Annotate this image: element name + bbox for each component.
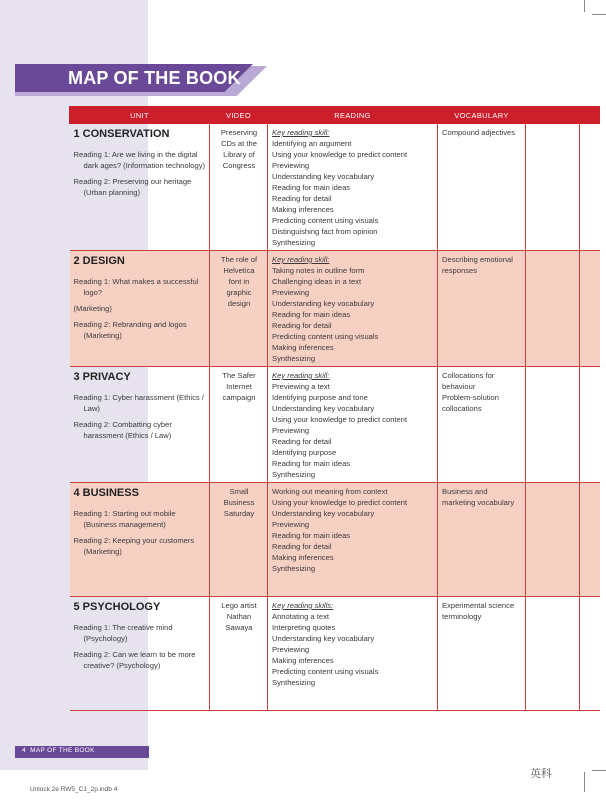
video-title: Small Business Saturday: [223, 487, 255, 518]
unit-title: 2 DESIGN: [73, 255, 125, 267]
extra-cell-2: [580, 124, 600, 251]
header-video: VIDEO: [210, 107, 268, 124]
reading-skill: Taking notes in outline form: [272, 266, 365, 275]
unit-cell: [70, 251, 210, 367]
table-row: [70, 483, 600, 597]
video-title: Lego artist Nathan Sawaya: [221, 601, 257, 632]
reading-skill: Working out meaning from context: [272, 487, 388, 496]
reading-skill: Understanding key vocabulary: [272, 299, 375, 308]
reading-skill: Reading for main ideas: [272, 531, 351, 540]
reading-skill: Reading for detail: [272, 194, 332, 203]
reading-cell: [268, 483, 438, 597]
extra-cell: [526, 251, 580, 367]
table-row: [70, 597, 600, 711]
reading-skill: Reading for detail: [272, 437, 332, 446]
reading-cell: [268, 597, 438, 711]
extra-cell: [526, 597, 580, 711]
reading-skill: Synthesizing: [272, 564, 316, 573]
reading-skill: Understanding key vocabulary: [272, 172, 375, 181]
unit-title: 5 PSYCHOLOGY: [73, 601, 161, 613]
vocabulary-cell: [438, 251, 526, 367]
unit-cell: [70, 597, 210, 711]
reading-skill: Identifying purpose: [272, 448, 337, 457]
crop-mark: [584, 772, 585, 792]
reading-skill: Predicting content using visuals: [272, 667, 379, 676]
table-header-row: [70, 107, 600, 124]
crop-mark: [592, 14, 606, 15]
reading-skill: Previewing: [272, 161, 310, 170]
table-row: [70, 367, 600, 483]
reading-skill: Understanding key vocabulary: [272, 404, 375, 413]
extra-cell-2: [580, 251, 600, 367]
unit-cell: [70, 124, 210, 251]
vocabulary-item: Describing emotional responses: [442, 255, 513, 275]
crop-mark: [584, 0, 585, 12]
header-extra: [526, 107, 580, 124]
reading-skill: Synthesizing: [272, 470, 316, 479]
reading-skill: Previewing: [272, 645, 310, 654]
reading-entry: Reading 2: Can we learn to be more creative? (Psychology): [73, 650, 196, 670]
vocabulary-cell: [438, 597, 526, 711]
crop-mark: [592, 770, 606, 771]
reading-skill: Interpreting quotes: [272, 623, 336, 632]
reading-skill: Making inferences: [272, 205, 334, 214]
reading-skill: Identifying an argument: [272, 139, 352, 148]
reading-skill: Making inferences: [272, 553, 334, 562]
reading-skill: Using your knowledge to predict content: [272, 498, 408, 507]
vocabulary-item: Experimental science terminology: [442, 601, 515, 621]
reading-skill: Synthesizing: [272, 354, 316, 363]
reading-skill: Understanding key vocabulary: [272, 509, 375, 518]
reading-skill: Making inferences: [272, 343, 334, 352]
reading-skill: Predicting content using visuals: [272, 332, 379, 341]
video-cell: [210, 597, 268, 711]
key-skill-label: Key reading skill:: [272, 371, 330, 380]
vocabulary-item: Compound adjectives: [442, 128, 516, 137]
reading-skill: Reading for detail: [272, 542, 332, 551]
extra-cell-2: [580, 597, 600, 711]
vocabulary-cell: [438, 367, 526, 483]
reading-entry: Reading 2: Keeping your customers (Marketing): [73, 536, 195, 556]
video-title: The role of Helvetica font in graphic design: [220, 255, 258, 308]
reading-skill: Previewing: [272, 288, 310, 297]
header-unit: UNIT: [70, 107, 210, 124]
reading-skill: Synthesizing: [272, 678, 316, 687]
header-reading: READING: [268, 107, 438, 124]
header-extra-2: [580, 107, 600, 124]
reading-entry: Reading 1: What makes a successful logo?: [73, 277, 199, 297]
video-title: The Safer Internet campaign: [222, 371, 256, 402]
table-row: [70, 251, 600, 367]
extra-cell-2: [580, 367, 600, 483]
map-table: [69, 106, 600, 711]
reading-skill: Making inferences: [272, 656, 334, 665]
reading-cell: [268, 367, 438, 483]
extra-cell-2: [580, 483, 600, 597]
reading-skill: Identifying purpose and tone: [272, 393, 368, 402]
reading-skill: Previewing: [272, 520, 310, 529]
unit-title: 1 CONSERVATION: [73, 128, 170, 140]
footer-page-number: 4: [22, 747, 26, 754]
reading-entry: Reading 1: Starting out mobile (Business management): [73, 509, 176, 529]
unit-title: 4 BUSINESS: [73, 487, 139, 499]
video-cell: [210, 483, 268, 597]
reading-entry: Reading 1: Are we living in the digital dark ages? (Information technology): [73, 150, 206, 170]
reading-skill: Previewing a text: [272, 382, 330, 391]
unit-cell: [70, 483, 210, 597]
reading-entry: Reading 1: Cyber harassment (Ethics / Law): [73, 393, 204, 413]
vocabulary-cell: [438, 483, 526, 597]
vocabulary-cell: [438, 124, 526, 251]
vocabulary-item: Problem-solution collocations: [442, 393, 499, 413]
footer-label: [22, 747, 95, 754]
reading-entry: Reading 2: Preserving our heritage (Urban planning): [73, 177, 192, 197]
table-row: [70, 124, 600, 251]
reading-skill: Synthesizing: [272, 238, 316, 247]
video-cell: [210, 367, 268, 483]
header-vocabulary: VOCABULARY: [438, 107, 526, 124]
video-title: Preserving CDs at the Library of Congress: [220, 128, 258, 170]
video-cell: [210, 251, 268, 367]
video-cell: [210, 124, 268, 251]
key-skill-label: Key reading skill:: [272, 128, 330, 137]
reading-entry: Reading 2: Combatting cyber harassment (Ethics / Law): [73, 420, 172, 440]
extra-cell: [526, 124, 580, 251]
reading-skill: Reading for main ideas: [272, 310, 351, 319]
reading-skill: Predicting content using visuals: [272, 216, 379, 225]
reading-cell: [268, 124, 438, 251]
key-skill-label: Key reading skill:: [272, 255, 330, 264]
vocabulary-item: Collocations for behaviour: [442, 371, 495, 391]
reading-skill: Using your knowledge to predict content: [272, 415, 408, 424]
unit-title: 3 PRIVACY: [73, 371, 131, 383]
reading-entry: (Marketing): [73, 304, 112, 313]
reading-skill: Annotating a text: [272, 612, 329, 621]
reading-cell: [268, 251, 438, 367]
reading-skill: Challenging ideas in a text: [272, 277, 362, 286]
reading-entry: Reading 2: Rebranding and logos (Marketing): [73, 320, 187, 340]
vocabulary-item: Business and marketing vocabulary: [442, 487, 515, 507]
reading-skill: Reading for main ideas: [272, 183, 351, 192]
extra-cell: [526, 483, 580, 597]
reading-skill: Reading for detail: [272, 321, 332, 330]
page-title: MAP OF THE BOOK: [68, 68, 241, 88]
reading-skill: Distinguishing fact from opinion: [272, 227, 378, 236]
reading-skill: Understanding key vocabulary: [272, 634, 375, 643]
unit-cell: [70, 367, 210, 483]
reading-entry: Reading 1: The creative mind (Psychology): [73, 623, 173, 643]
reading-skill: Previewing: [272, 426, 310, 435]
reading-skill: Using your knowledge to predict content: [272, 150, 408, 159]
reading-skill: Reading for main ideas: [272, 459, 351, 468]
key-skill-label: Key reading skills:: [272, 601, 334, 610]
watermark: 英科: [530, 768, 552, 780]
print-slug: Unlock 2e RW5_C1_2p.indb 4: [30, 786, 118, 793]
footer-title: MAP OF THE BOOK: [30, 747, 95, 754]
extra-cell: [526, 367, 580, 483]
